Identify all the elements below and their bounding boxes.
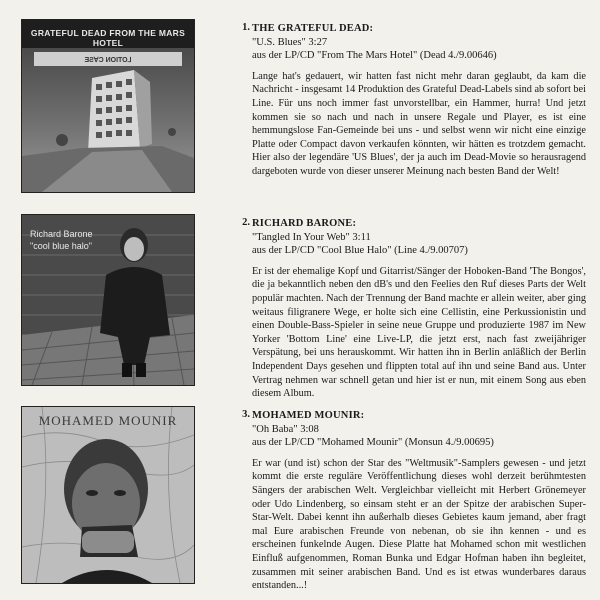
album-cover-mohamed-mounir <box>22 407 194 583</box>
entry-number: 1. <box>242 22 250 33</box>
cover-album-text: "cool blue halo" <box>30 241 92 251</box>
artist-name: THE GRATEFUL DEAD: <box>252 23 374 34</box>
entry-text <box>252 22 586 179</box>
track-title: "U.S. Blues" 3:27 <box>252 36 328 48</box>
cover-title-text: GRATEFUL DEAD FROM THE MARS HOTEL <box>30 28 186 48</box>
artist-name: RICHARD BARONE: <box>252 218 357 229</box>
album-cover-from-the-mars-hotel <box>22 20 194 192</box>
entry-text <box>252 217 586 401</box>
entry-number: 2. <box>242 217 250 228</box>
entry-number: 3. <box>242 409 250 420</box>
release-info: aus der LP/CD "Cool Blue Halo" (Line 4./9.00707) <box>252 245 468 257</box>
track-title: "Tangled In Your Web" 3:11 <box>252 231 371 243</box>
release-info: aus der LP/CD "Mohamed Mounir" (Monsun 4./9.00695) <box>252 437 494 449</box>
release-info: aus der LP/CD "From The Mars Hotel" (Dead 4./9.00646) <box>252 50 497 62</box>
mohamed-mounir-artwork <box>22 407 194 583</box>
description-text: Er ist der ehemalige Kopf und Gitarrist/Sänger der Hoboken-Band 'The Bongos', die ja bekanntlich neben den dB's und den Feelies den Ruf dieses Parts der Welt populär machten. Nach der Trennung der Band machte er allein weiter, aber ging weitaus filigranere Wege, er holte sich eine Cellistin, eine Perkussionistin und einen Double-Bass-Spieler in seine neue Gruppe und produzierte 1987 im New Yorker 'Bottom Line' eine Live-LP, die jetzt erst, nach fast zweijähriger Verspätung, bei uns herauskommt. Wir hatten ihn in Berlin anläßlich der Berlin Independent Days gesehen und flippten total auf ihn und seine Band aus. Unter Vertrag nehmen war schnell getan und hier ist er nun, mit einem Song aus eben diesem Album. <box>252 265 586 400</box>
description-text: Lange hat's gedauert, wir hatten fast nicht mehr daran geglaubt, da kam die Nachricht - insgesamt 14 Produktion des Grateful Dead-Labels sind ab sofort bei Line. Für uns noch immer fast unvorstellbar, ein Hammer, hurra! Und jetzt kommen sie so nach und nach in unsere Regale und Player, es ist eine hemmungslose Fan-Gemeinde bei uns - und selbst wenn wir nicht eine einzige Platte oder Compact davon verkaufen könnten, wir hätten es trotzdem gemacht. Hier also der legendäre 'US Blues', der ja auch im Dead-Movie so herausragend dargeboten wurde von dieser unserer Meinung nach besten Band der Welt! <box>252 70 586 177</box>
track-title: "Oh Baba" 3:08 <box>252 423 319 435</box>
cover-title-text: MOHAMED MOUNIR <box>38 413 178 428</box>
artist-name: MOHAMED MOUNIR: <box>252 410 365 421</box>
entry-text <box>252 409 586 593</box>
album-cover-cool-blue-halo <box>22 215 194 385</box>
cover-artist-text: Richard Barone <box>30 229 93 239</box>
svg-text:ƎƧ∀Ɔ ИOITO⅃: ƎƧ∀Ɔ ИOITO⅃ <box>84 57 132 64</box>
description-text: Er war (und ist) schon der Star des "Weltmusik"-Samplers gewesen - und jetzt kommt die erste reguläre Veröffentlichung dieses wohl derzeit berühmtesten Sängers der arabischen Welt. Vergleichbar vielleicht mit Herbert Grönemeyer oder Udo Lindenberg, so einsam steht er an der Spitze der arabischen Super-Star-Welt. Dabei kennt ihn außerhalb dieses Gebietes kaum jemand, aber fragt mal Eure arabischen Freunde von nebenan, ob sie ihn kennen - und es erscheinen funkelnde Augen. Diese Platte hat Mohamed schon mit westlichen Einfluß aufgenommen, Roman Bunka und Edgar Hofman haben ihn begleitet, zusammen mit seiner arabischen Band. Und es ist etwas wunderbares daraus entstanden...! <box>252 457 586 592</box>
